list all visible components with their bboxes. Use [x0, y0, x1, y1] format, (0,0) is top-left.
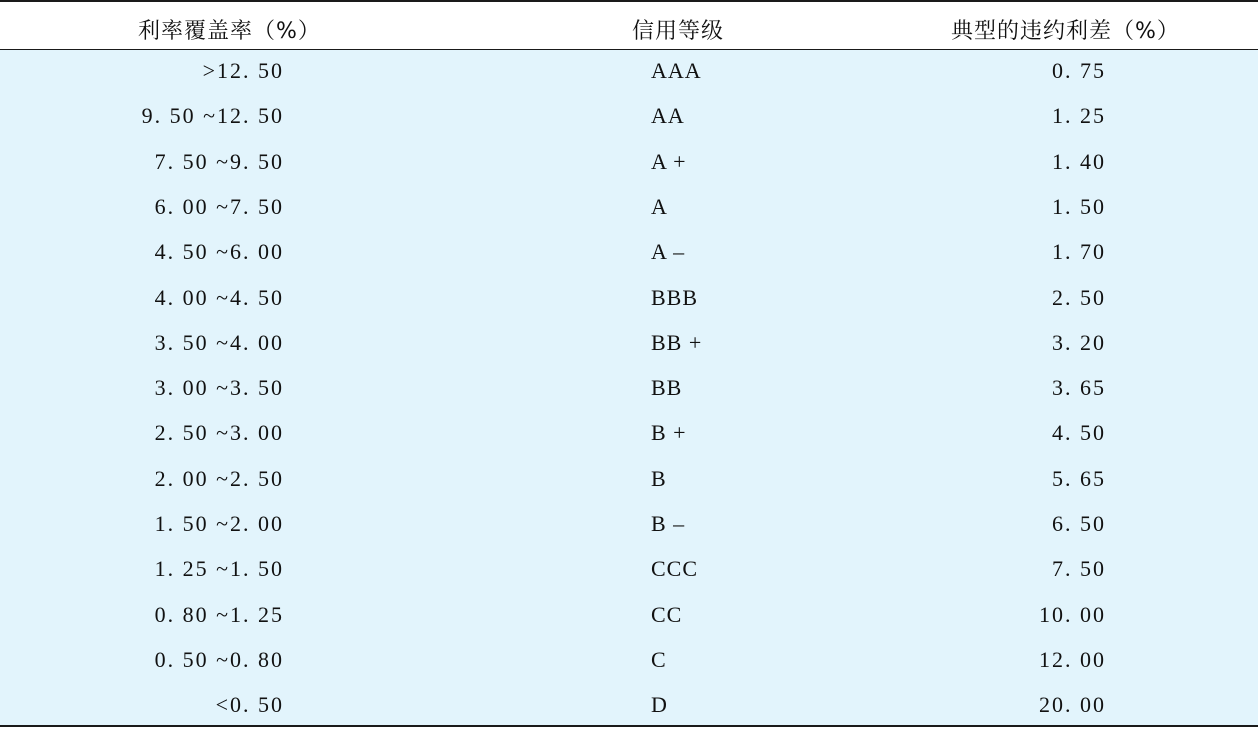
table-row [0, 95, 1258, 140]
table-row [0, 684, 1258, 729]
cell-spread: 3. 65 [1052, 375, 1106, 401]
table-row [0, 639, 1258, 684]
cell-rating: BBB [651, 284, 699, 310]
table-body [0, 50, 1258, 727]
table-row [0, 186, 1258, 231]
cell-rating: C [651, 646, 667, 672]
cell-spread: 6. 50 [1052, 511, 1106, 536]
cell-rating: A [651, 193, 668, 219]
cell-coverage: 4. 00 ~4. 50 [154, 284, 284, 310]
cell-rating: AAA [651, 58, 702, 83]
header-interest-coverage: 利率覆盖率（%） [138, 19, 321, 44]
table-row [0, 548, 1258, 593]
cell-rating: CCC [651, 556, 699, 582]
cell-coverage: >12. 50 [202, 58, 284, 83]
cell-spread: 3. 20 [1052, 329, 1106, 355]
header-default-spread: 典型的违约利差（%） [951, 19, 1180, 44]
cell-rating: BB + [651, 329, 703, 355]
table-row [0, 367, 1258, 412]
cell-rating: B [651, 465, 667, 491]
cell-coverage: 4. 50 ~6. 00 [154, 239, 284, 265]
table-row [0, 412, 1258, 457]
table-row [0, 277, 1258, 322]
cell-rating: B – [651, 511, 686, 536]
cell-coverage: 9. 50 ~12. 50 [141, 103, 284, 129]
cell-coverage: 2. 50 ~3. 00 [154, 420, 284, 446]
header-credit-rating: 信用等级 [632, 19, 725, 44]
cell-spread: 2. 50 [1052, 284, 1106, 310]
cell-coverage: 3. 50 ~4. 00 [154, 329, 284, 355]
cell-spread: 0. 75 [1052, 58, 1106, 83]
table-row [0, 594, 1258, 639]
table-row [0, 503, 1258, 548]
cell-spread: 4. 50 [1052, 420, 1106, 446]
cell-spread: 20. 00 [1039, 692, 1106, 718]
cell-rating: CC [651, 601, 683, 627]
cell-coverage: 1. 25 ~1. 50 [154, 556, 284, 582]
cell-coverage: 2. 00 ~2. 50 [154, 465, 284, 491]
cell-coverage: <0. 50 [215, 692, 284, 718]
cell-spread: 1. 25 [1052, 103, 1106, 129]
cell-coverage: 6. 00 ~7. 50 [154, 193, 284, 219]
table-row [0, 458, 1258, 503]
cell-spread: 10. 00 [1039, 601, 1106, 627]
cell-coverage: 3. 00 ~3. 50 [154, 375, 284, 401]
table-header [0, 0, 1258, 50]
table-row [0, 50, 1258, 95]
table-row [0, 322, 1258, 367]
cell-spread: 1. 40 [1052, 148, 1106, 174]
cell-coverage: 0. 50 ~0. 80 [154, 646, 284, 672]
cell-spread: 7. 50 [1052, 556, 1106, 582]
table-row [0, 231, 1258, 276]
cell-spread: 1. 50 [1052, 193, 1106, 219]
cell-rating: D [651, 692, 668, 718]
cell-rating: A + [651, 148, 687, 174]
cell-spread: 12. 00 [1039, 646, 1106, 672]
cell-coverage: 1. 50 ~2. 00 [154, 511, 284, 536]
table-row [0, 141, 1258, 186]
cell-rating: BB [651, 375, 683, 401]
cell-coverage: 7. 50 ~9. 50 [154, 148, 284, 174]
cell-rating: B + [651, 420, 687, 446]
cell-rating: AA [651, 103, 685, 129]
cell-coverage: 0. 80 ~1. 25 [154, 601, 284, 627]
cell-spread: 5. 65 [1052, 465, 1106, 491]
cell-rating: A – [651, 239, 686, 265]
cell-spread: 1. 70 [1052, 239, 1106, 265]
